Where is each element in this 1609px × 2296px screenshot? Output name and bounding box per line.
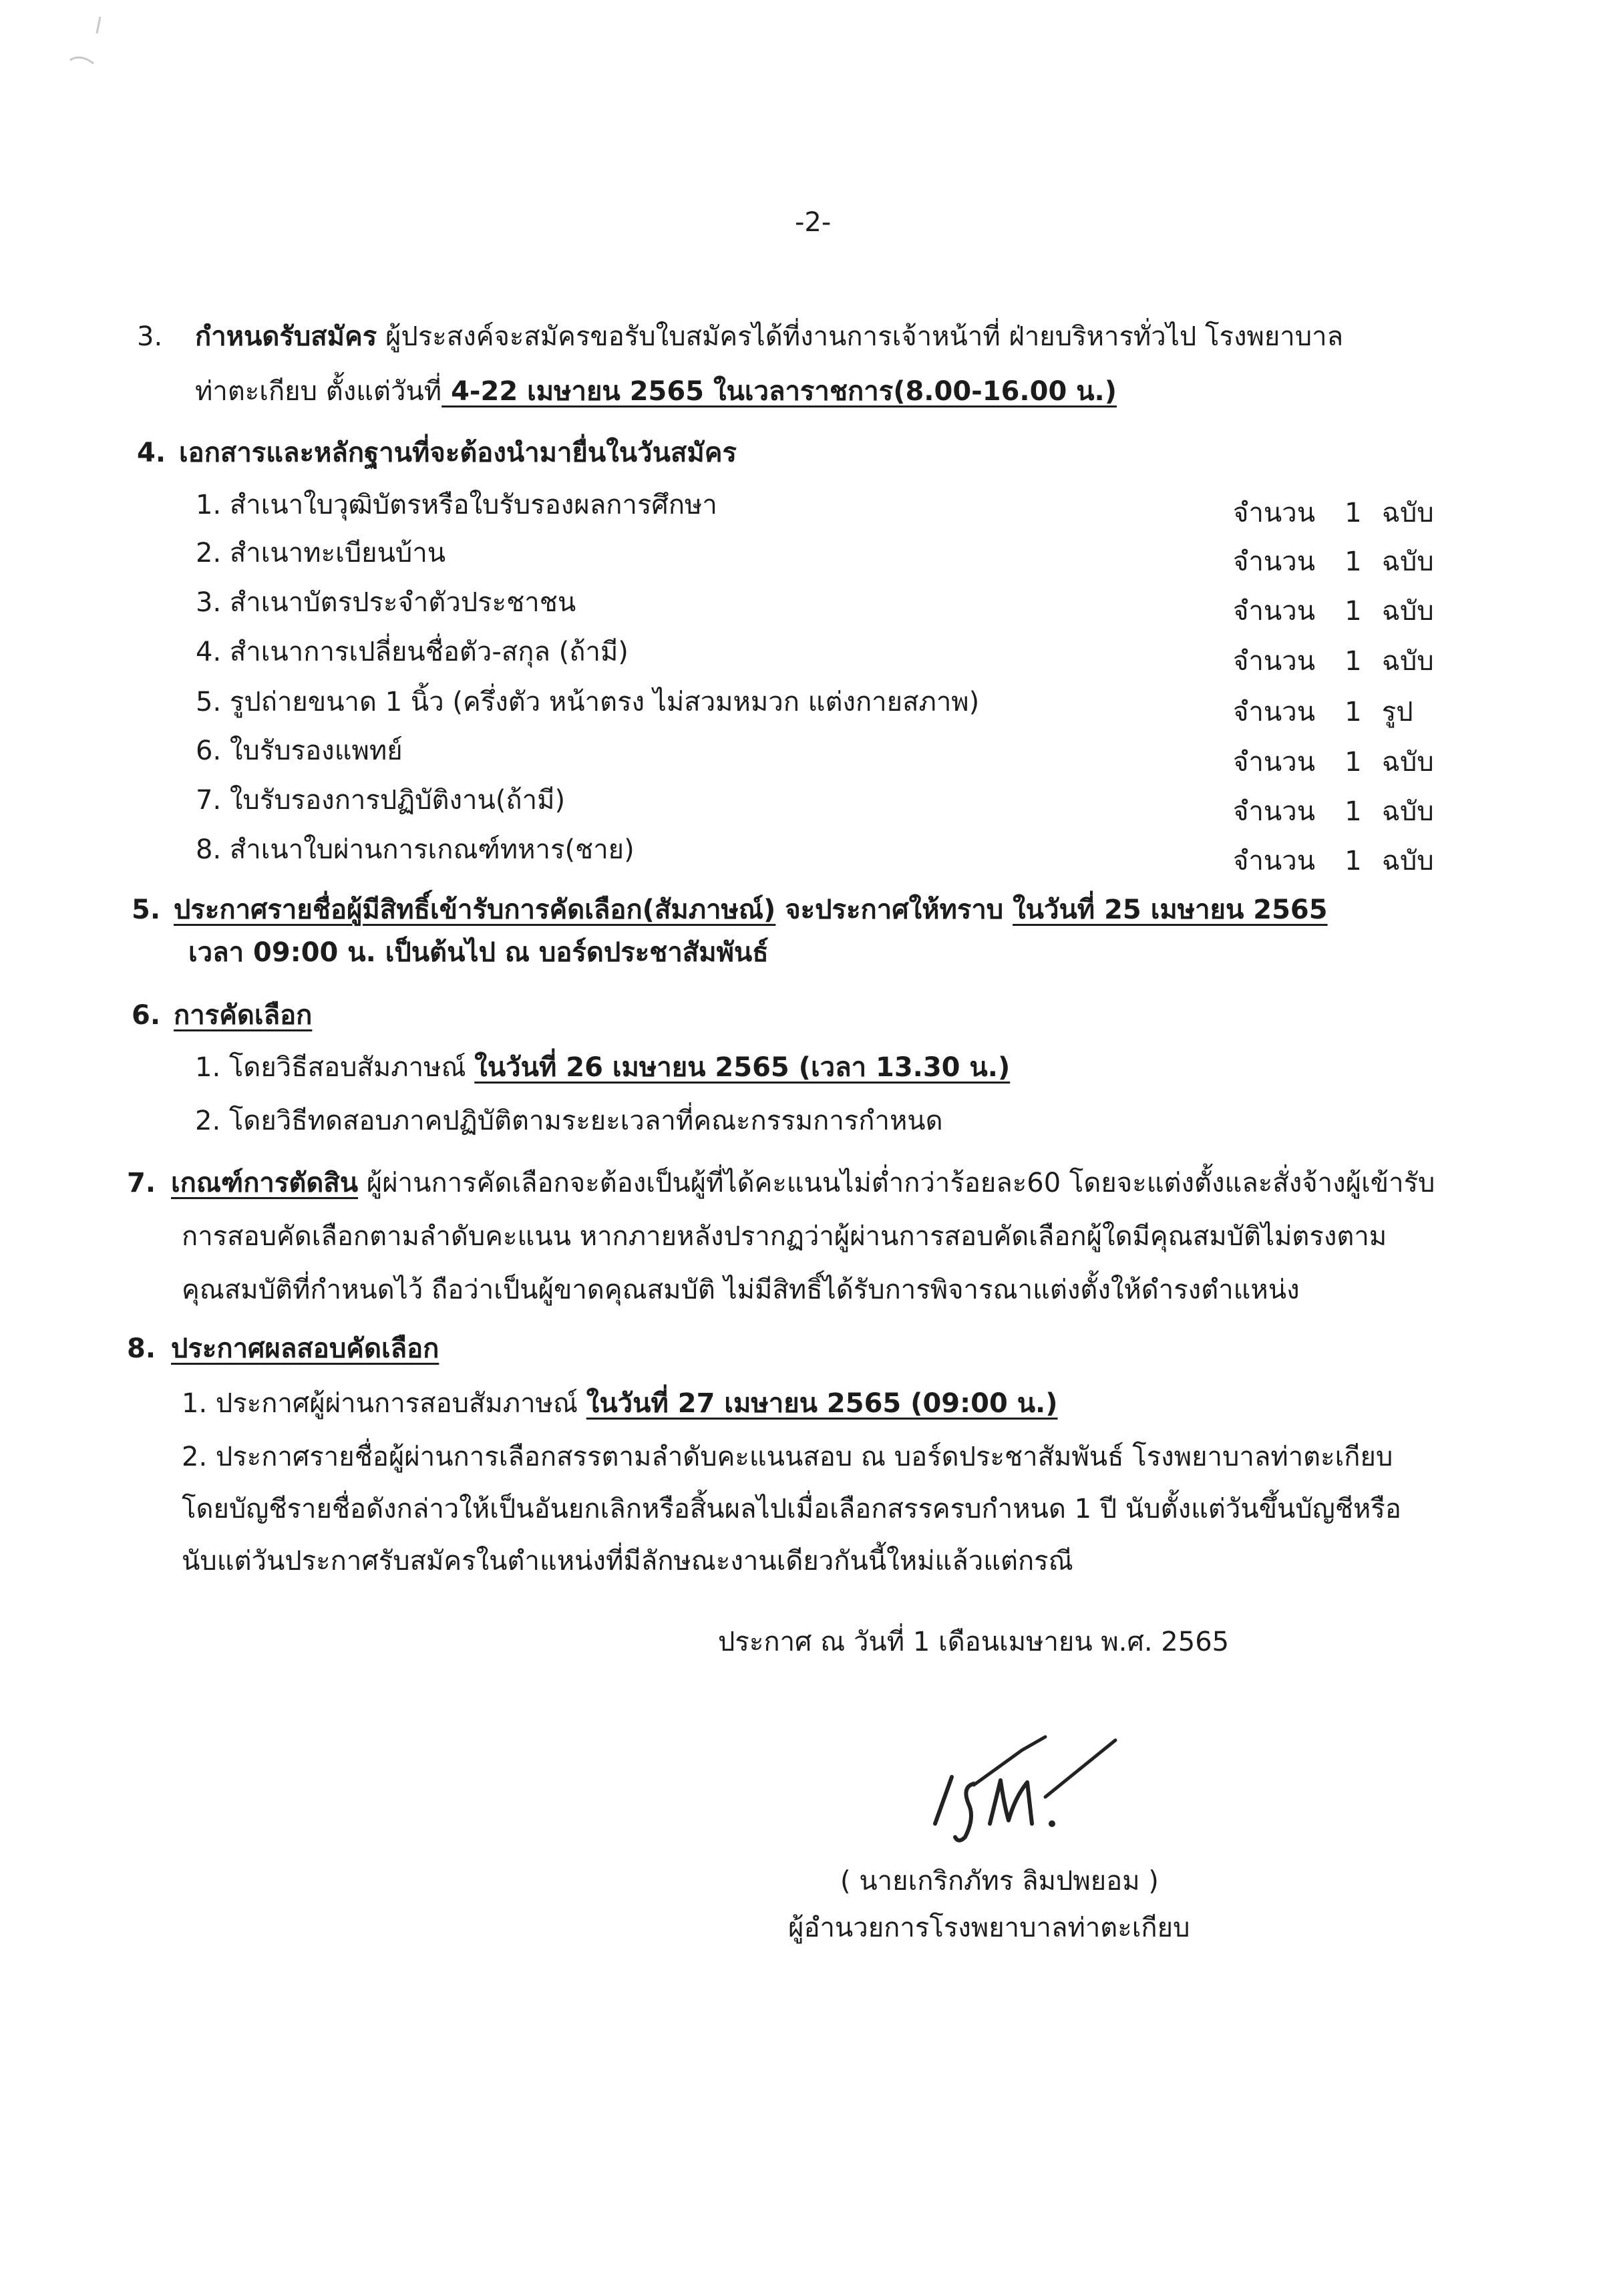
qty-count: 1 (1345, 596, 1362, 627)
section-5-line-1 (174, 892, 1328, 927)
qty-count: 1 (1345, 546, 1362, 577)
section-8-item-2-line-3: นับแต่วันประกาศรับสมัครในตำแหน่งที่มีลักษณะงานเดียวกันนี้ใหม่แล้วแต่กรณี (182, 1546, 1073, 1577)
section-5-date: ในวันที่ 25 เมษายน 2565 (1013, 894, 1328, 925)
section-7-line-3: คุณสมบัติที่กำหนดไว้ ถือว่าเป็นผู้ขาดคุณสมบัติ ไม่มีสิทธิ์ได้รับการพิจารณาแต่งตั้งให้ดำรงตำแหน่ง (182, 1275, 1300, 1305)
section-5-number: 5. (132, 894, 161, 925)
section-7-heading: เกณฑ์การตัดสิน (171, 1168, 359, 1198)
scan-artifact-icon (30, 7, 124, 80)
doc-item-1-qty (1233, 496, 1433, 530)
doc-item-5-label: 5. รูปถ่ายขนาด 1 นิ้ว (ครึ่งตัว หน้าตรง ไม่สวมหมวก แต่งกายสภาพ) (196, 687, 980, 717)
section-3-date-range: 4-22 เมษายน 2565 ในเวลาราชการ(8.00-16.00 น.) (441, 376, 1117, 407)
qty-word: จำนวน (1233, 796, 1316, 827)
page-number: -2- (795, 207, 832, 238)
qty-count: 1 (1345, 796, 1362, 827)
qty-unit: ฉบับ (1381, 498, 1434, 528)
qty-count: 1 (1345, 747, 1362, 778)
doc-item-3-label: 3. สำเนาบัตรประจำตัวประชาชน (196, 587, 576, 618)
signatory-title: ผู้อำนวยการโรงพยาบาลท่าตะเกียบ (788, 1913, 1190, 1943)
qty-word: จำนวน (1233, 697, 1316, 727)
qty-unit: รูป (1381, 697, 1413, 727)
section-4-number: 4. (137, 438, 166, 468)
section-6-number: 6. (132, 1000, 161, 1031)
doc-item-4-qty (1233, 644, 1433, 679)
section-8-result-date: ในวันที่ 27 เมษายน 2565 (09:00 น.) (586, 1388, 1058, 1419)
section-6-item-1 (195, 1050, 1010, 1085)
section-8-heading: ประกาศผลสอบคัดเลือก (171, 1333, 439, 1364)
section-6-interview-date: ในวันที่ 26 เมษายน 2565 (เวลา 13.30 น.) (474, 1052, 1011, 1083)
section-8-item-1-prefix: 1. ประกาศผู้ผ่านการสอบสัมภาษณ์ (182, 1388, 586, 1419)
qty-word: จำนวน (1233, 546, 1316, 577)
qty-word: จำนวน (1233, 498, 1316, 528)
section-3-heading: กำหนดรับสมัคร (195, 321, 377, 352)
section-8-item-2-line-1: 2. ประกาศรายชื่อผู้ผ่านการเลือกสรรตามลำดับคะแนนสอบ ณ บอร์ดประชาสัมพันธ์ โรงพยาบาลท่าตะเกียบ (182, 1442, 1393, 1472)
section-8-item-2-line-2: โดยบัญชีรายชื่อดังกล่าวให้เป็นอันยกเลิกหรือสิ้นผลไปเมื่อเลือกสรรครบกำหนด 1 ปี นับตั้งแต่วันขึ้นบัญชีหรือ (182, 1494, 1401, 1524)
doc-item-4-label: 4. สำเนาการเปลี่ยนชื่อตัว-สกุล (ถ้ามี) (196, 637, 629, 667)
section-5-line-1-mid: จะประกาศให้ทราบ (775, 894, 1013, 925)
section-3-line-2 (195, 374, 1117, 409)
qty-word: จำนวน (1233, 596, 1316, 627)
qty-unit: ฉบับ (1381, 747, 1434, 778)
qty-count: 1 (1345, 498, 1362, 528)
announcement-date: ประกาศ ณ วันที่ 1 เดือนเมษายน พ.ศ. 2565 (718, 1627, 1230, 1657)
section-6-heading: การคัดเลือก (174, 1000, 313, 1031)
doc-item-7-qty (1233, 794, 1433, 829)
section-3-number: 3. (137, 321, 163, 352)
doc-item-5-qty (1233, 695, 1433, 729)
qty-count: 1 (1345, 646, 1362, 677)
section-6-item-2: 2. โดยวิธีทดสอบภาคปฏิบัติตามระยะเวลาที่คณะกรรมการกำหนด (195, 1106, 943, 1136)
qty-count: 1 (1345, 697, 1362, 727)
qty-word: จำนวน (1233, 846, 1316, 876)
section-5-heading: ประกาศรายชื่อผู้มีสิทธิ์เข้ารับการคัดเลือก(สัมภาษณ์) (174, 894, 776, 925)
section-3-line-1 (195, 319, 1343, 354)
section-3-line-1-text: ผู้ประสงค์จะสมัครขอรับใบสมัครได้ที่งานการเจ้าหน้าที่ ฝ่ายบริหารทั่วไป โรงพยาบาล (377, 321, 1344, 352)
section-7-line-1 (171, 1166, 1435, 1200)
signatory-name: ( นายเกริกภัทร ลิมปพยอม ) (840, 1866, 1159, 1897)
section-5-line-2: เวลา 09:00 น. เป็นต้นไป ณ บอร์ดประชาสัมพันธ์ (188, 937, 769, 968)
section-7-line-2: การสอบคัดเลือกตามลำดับคะแนน หากภายหลังปรากฏว่าผู้ผ่านการสอบคัดเลือกผู้ใดมีคุณสมบัติไม่ตรงตาม (182, 1221, 1387, 1252)
qty-unit: ฉบับ (1381, 796, 1434, 827)
doc-item-6-label: 6. ใบรับรองแพทย์ (196, 735, 403, 766)
qty-unit: ฉบับ (1381, 846, 1434, 876)
qty-unit: ฉบับ (1381, 646, 1434, 677)
qty-unit: ฉบับ (1381, 546, 1434, 577)
section-8-number: 8. (127, 1333, 156, 1364)
doc-item-6-qty (1233, 745, 1433, 780)
signature-icon (915, 1724, 1142, 1850)
qty-count: 1 (1345, 846, 1362, 876)
section-7-line-1-text: ผู้ผ่านการคัดเลือกจะต้องเป็นผู้ที่ได้คะแนนไม่ต่ำกว่าร้อยละ60 โดยจะแต่งตั้งและสั่งจ้างผู้เข้ารับ (358, 1168, 1435, 1198)
section-4-heading: เอกสารและหลักฐานที่จะต้องนำมายื่นในวันสมัคร (179, 438, 737, 468)
section-8-item-1 (182, 1386, 1058, 1421)
doc-item-8-qty (1233, 844, 1433, 878)
section-7-number: 7. (127, 1168, 156, 1198)
doc-item-1-label: 1. สำเนาใบวุฒิบัตรหรือใบรับรองผลการศึกษา (196, 490, 717, 520)
section-6-item-1-prefix: 1. โดยวิธีสอบสัมภาษณ์ (195, 1052, 475, 1083)
doc-item-2-qty (1233, 544, 1433, 579)
section-3-line-2-prefix: ท่าตะเกียบ ตั้งแต่วันที่ (195, 376, 442, 407)
qty-word: จำนวน (1233, 646, 1316, 677)
doc-item-3-qty (1233, 594, 1433, 629)
qty-word: จำนวน (1233, 747, 1316, 778)
qty-unit: ฉบับ (1381, 596, 1434, 627)
doc-item-7-label: 7. ใบรับรองการปฏิบัติงาน(ถ้ามี) (196, 785, 566, 816)
doc-item-2-label: 2. สำเนาทะเบียนบ้าน (196, 538, 446, 568)
doc-item-8-label: 8. สำเนาใบผ่านการเกณฑ์ทหาร(ชาย) (196, 834, 635, 865)
